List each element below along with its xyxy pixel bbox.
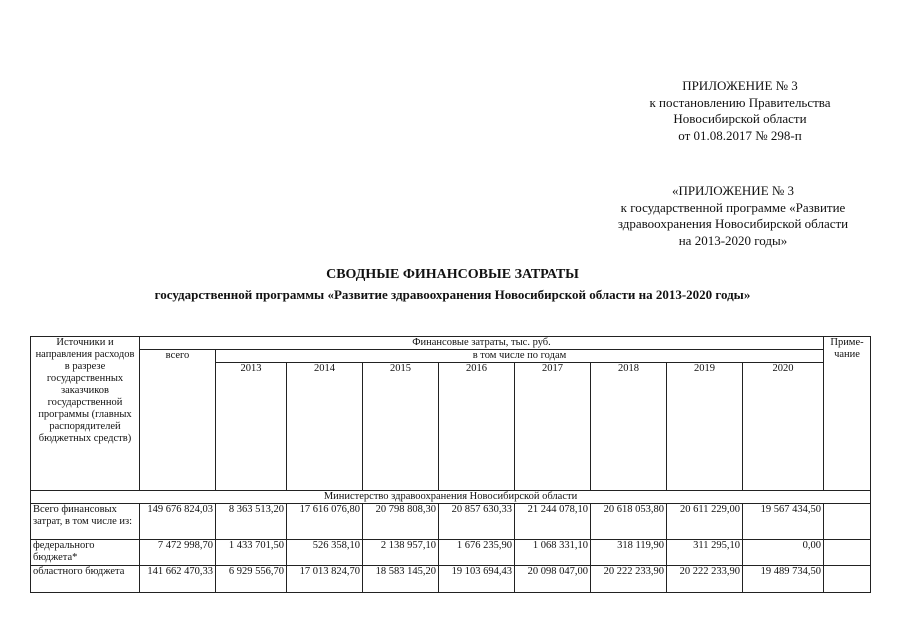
table-row xyxy=(31,566,871,593)
table-row xyxy=(31,504,871,540)
row-year-value: 2 138 957,10 xyxy=(363,540,439,566)
row-note xyxy=(824,540,871,566)
source-header: Источники и направления расходов в разрезе государственных заказчиков государственной программы (главных распорядителей бюджетных средств) xyxy=(31,337,140,491)
row-year-value: 20 857 630,33 xyxy=(439,504,515,540)
row-year-value: 1 433 701,50 xyxy=(216,540,287,566)
year-header: 2016 xyxy=(439,363,515,491)
row-year-value: 19 489 734,50 xyxy=(743,566,824,593)
row-total: 141 662 470,33 xyxy=(140,566,216,593)
quoted-appendix-header xyxy=(588,183,878,249)
quoted-line: здравоохранения Новосибирской области xyxy=(617,216,849,231)
row-year-value: 20 618 053,80 xyxy=(591,504,667,540)
row-year-value: 1 676 235,90 xyxy=(439,540,515,566)
row-year-value: 21 244 078,10 xyxy=(515,504,591,540)
row-label: областного бюджета xyxy=(31,566,140,593)
row-year-value: 19 567 434,50 xyxy=(743,504,824,540)
row-total: 149 676 824,03 xyxy=(140,504,216,540)
appendix-header xyxy=(600,78,880,144)
quoted-line: к государственной программе «Развитие xyxy=(620,199,846,215)
row-year-value: 318 119,90 xyxy=(591,540,667,566)
quoted-line: на 2013-2020 годы» xyxy=(678,232,788,248)
row-year-value: 20 611 229,00 xyxy=(667,504,743,540)
appendix-line: от 01.08.2017 № 298-п xyxy=(678,127,802,143)
row-note xyxy=(824,504,871,540)
row-year-value: 17 013 824,70 xyxy=(287,566,363,593)
row-year-value: 0,00 xyxy=(743,540,824,566)
costs-header: Финансовые затраты, тыс. руб. xyxy=(140,337,824,350)
document-subtitle: государственной программы «Развитие здравоохранения Новосибирской области на 2013-2020 годы» xyxy=(154,287,751,302)
row-note xyxy=(824,566,871,593)
year-header: 2015 xyxy=(363,363,439,491)
appendix-line: ПРИЛОЖЕНИЕ № 3 xyxy=(682,78,798,93)
section-row: Министерство здравоохранения Новосибирской области xyxy=(31,491,871,504)
row-year-value: 311 295,10 xyxy=(667,540,743,566)
row-year-value: 17 616 076,80 xyxy=(287,504,363,540)
row-total: 7 472 998,70 xyxy=(140,540,216,566)
quoted-line: «ПРИЛОЖЕНИЕ № 3 xyxy=(671,183,795,198)
row-year-value: 20 798 808,30 xyxy=(363,504,439,540)
financial-costs-table xyxy=(30,336,871,593)
note-header: Приме-чание xyxy=(824,337,871,491)
year-header: 2018 xyxy=(591,363,667,491)
row-year-value: 526 358,10 xyxy=(287,540,363,566)
year-header: 2017 xyxy=(515,363,591,491)
row-year-value: 8 363 513,20 xyxy=(216,504,287,540)
row-label: Всего финансовых затрат, в том числе из: xyxy=(31,504,140,540)
year-header: 2014 xyxy=(287,363,363,491)
table-row xyxy=(31,540,871,566)
by-years-header: в том числе по годам xyxy=(216,350,824,363)
year-header: 2019 xyxy=(667,363,743,491)
row-label: федерального бюджета* xyxy=(31,540,140,566)
document-title: СВОДНЫЕ ФИНАНСОВЫЕ ЗАТРАТЫ xyxy=(326,267,579,282)
row-year-value: 20 098 047,00 xyxy=(515,566,591,593)
row-year-value: 20 222 233,90 xyxy=(591,566,667,593)
total-header: всего xyxy=(140,350,216,491)
row-year-value: 19 103 694,43 xyxy=(439,566,515,593)
appendix-line: Новосибирской области xyxy=(673,111,807,126)
year-header: 2020 xyxy=(743,363,824,491)
row-year-value: 20 222 233,90 xyxy=(667,566,743,593)
row-year-value: 18 583 145,20 xyxy=(363,566,439,593)
year-header: 2013 xyxy=(216,363,287,491)
row-year-value: 1 068 331,10 xyxy=(515,540,591,566)
row-year-value: 6 929 556,70 xyxy=(216,566,287,593)
appendix-line: к постановлению Правительства xyxy=(649,94,831,110)
